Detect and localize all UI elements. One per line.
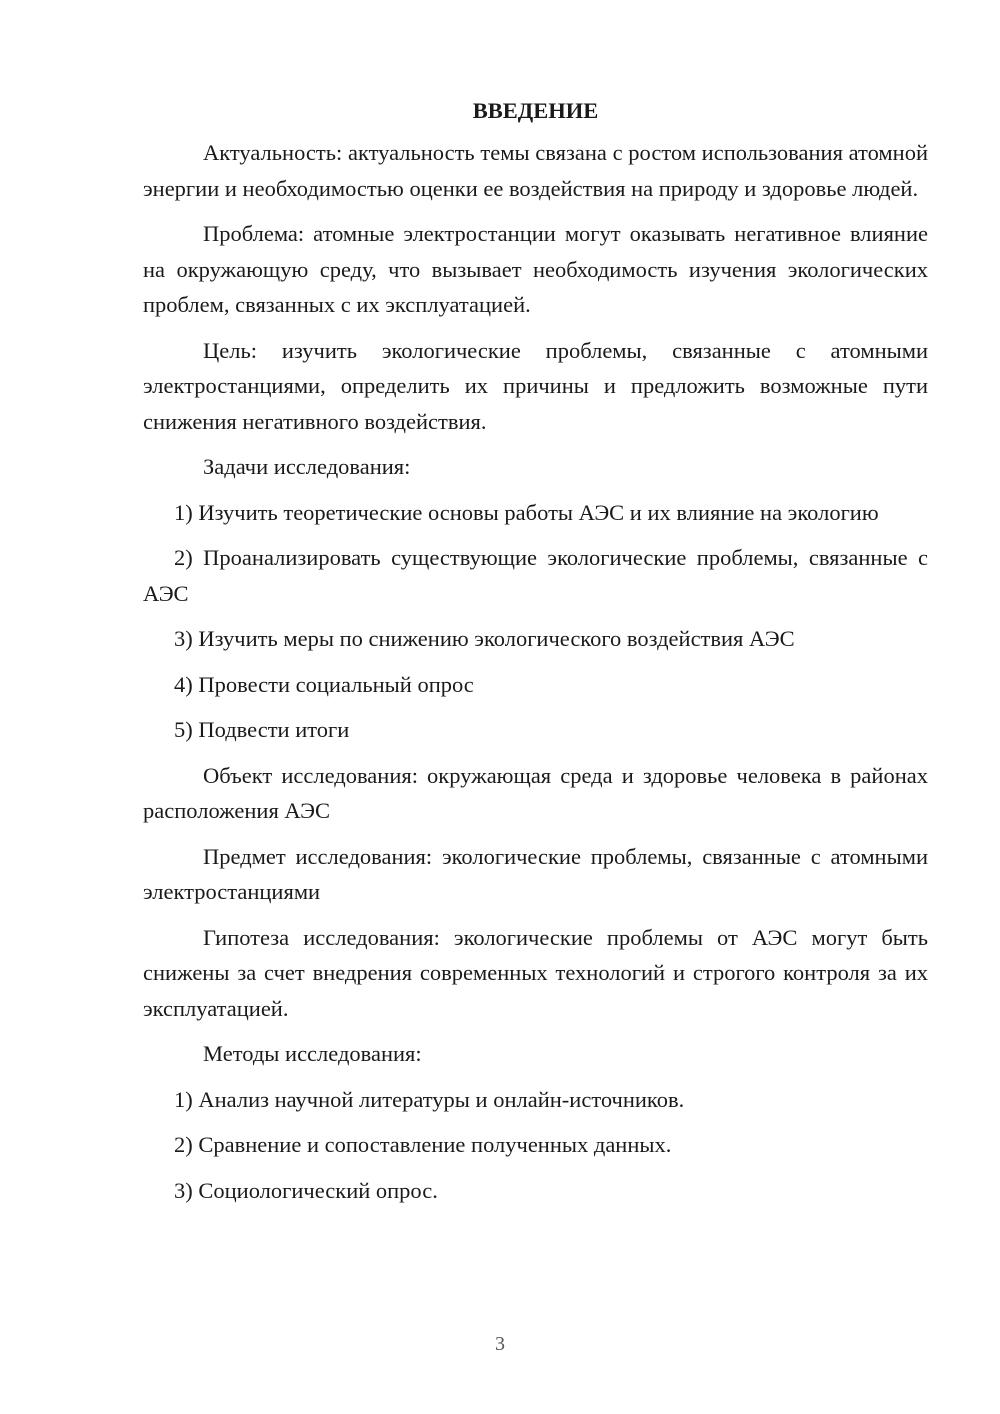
paragraph-subject: Предмет исследования: экологические проблемы, связанные с атомными электростанциями	[143, 843, 928, 904]
paragraph-relevance: Актуальность: актуальность темы связана с ростом использования атомной энергии и необходимостью оценки ее воздействия на природу и здоровье людей.	[143, 140, 928, 201]
list-item: 4) Провести социальный опрос	[174, 671, 474, 697]
list-item: 5) Подвести итоги	[174, 717, 350, 742]
list-item: 2) Сравнение и сопоставление полученных данных.	[174, 1132, 672, 1157]
list-item: 1) Анализ научной литературы и онлайн-источников.	[174, 1086, 685, 1112]
tasks-list	[143, 495, 928, 748]
paragraph-tasks-title: Задачи исследования:	[203, 454, 411, 479]
paragraph-hypothesis: Гипотеза исследования: экологические проблемы от АЭС могут быть снижены за счет внедрения современных технологий и строгого контроля за их эксплуатацией.	[143, 924, 928, 1021]
paragraph-goal: Цель: изучить экологические проблемы, связанные с атомными электростанциями, определить их причины и предложить возможные пути снижения негативного воздействия.	[143, 337, 928, 434]
paragraph-methods-title: Методы исследования:	[203, 1041, 422, 1066]
document-body	[143, 93, 928, 1218]
paragraph-object: Объект исследования: окружающая среда и здоровье человека в районах расположения АЭС	[143, 762, 928, 823]
list-item: 2) Проанализировать существующие экологические проблемы, связанные с АЭС	[143, 545, 928, 606]
section-heading: ВВЕДЕНИЕ	[472, 98, 599, 123]
list-item: 3) Изучить меры по снижению экологического воздействия АЭС	[174, 626, 795, 651]
paragraph-problem: Проблема: атомные электростанции могут оказывать негативное влияние на окружающую среду, что вызывает необходимость изучения экологических проблем, связанных с их эксплуатацией.	[143, 221, 928, 317]
list-item: 1) Изучить теоретические основы работы АЭС и их влияние на экологию	[174, 499, 879, 525]
page-number: 3	[495, 1333, 505, 1355]
list-item: 3) Социологический опрос.	[174, 1177, 438, 1203]
methods-list	[143, 1082, 928, 1209]
